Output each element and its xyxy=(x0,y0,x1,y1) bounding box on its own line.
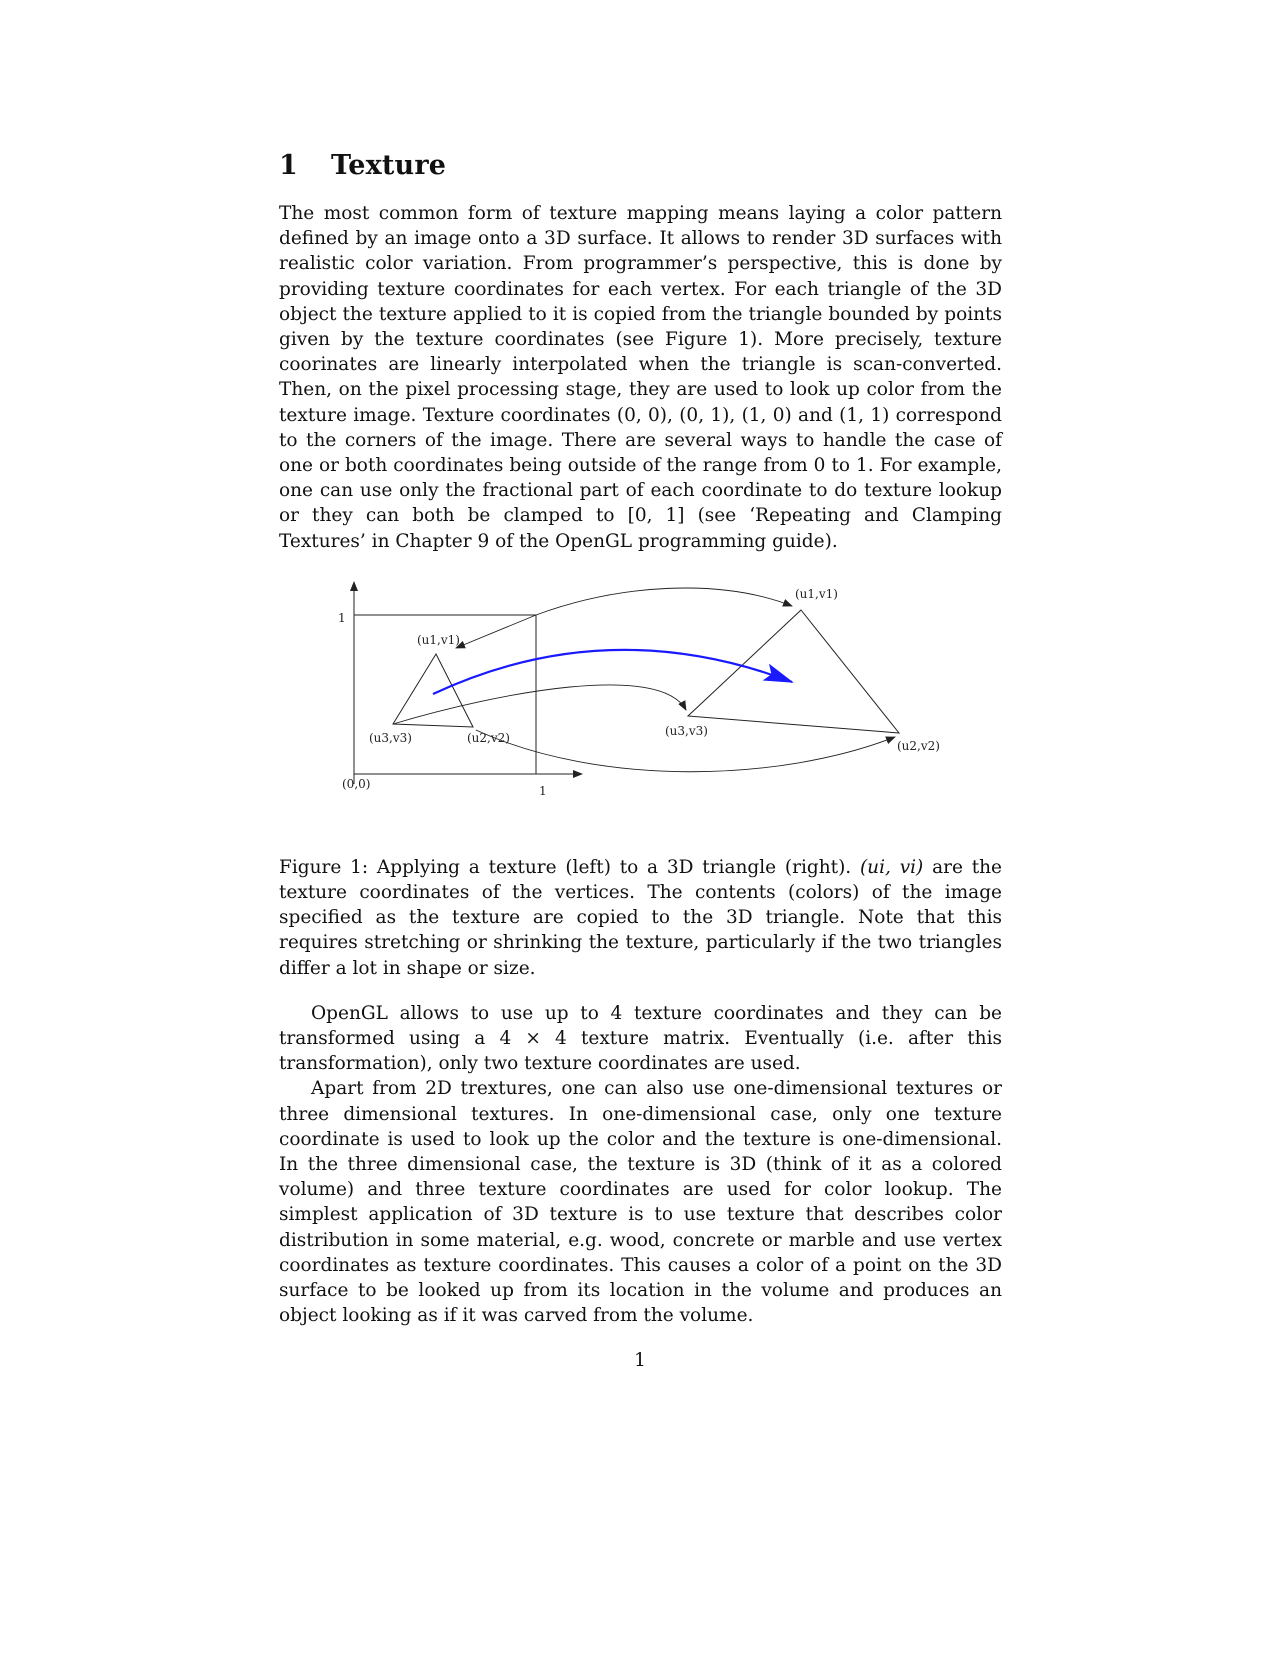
axis-x-one-label: 1 xyxy=(539,783,547,798)
page-content xyxy=(279,140,1002,1329)
right-u3v3-label: (u3,v3) xyxy=(665,723,708,738)
paragraph-3d-textures: Apart from 2D trextures, one can also use one-dimensional textures or three dimensional textures. In one-dimensional case, only one texture coordinate is used to look up the color and the texture is one-dimensional. In the three dimensional case, the texture is 3D (think of it as a colored volume) and three texture coordinates are used for color lookup. The simplest application of 3D texture is to use texture that describes color distribution in some material, e.g. wood, concrete or marble and use vertex coordinates as texture coordinates. This causes a color of a point on the 3D surface to be looked up from its location in the volume and produces an object looking as if it was carved from the volume. xyxy=(279,1078,1002,1327)
arrow-middle xyxy=(393,685,686,724)
arrow-top xyxy=(536,588,792,615)
right-u2v2-label: (u2,v2) xyxy=(897,738,940,753)
blue-mapping-arrow xyxy=(433,650,792,694)
caption-suffix: are the texture coordinates of the vertices. The contents (colors) of the image specified as the texture are copied to the 3D triangle. Note that this requires stretching or shrinking the texture, particularly if the two triangles differ a lot in shape or size. xyxy=(279,856,1002,979)
paragraph-opengl: OpenGL allows to use up to 4 texture coordinates and they can be transformed using a 4 × 4 texture matrix. Eventually (i.e. after this transformation), only two texture coordinates are used. xyxy=(279,1002,1002,1075)
left-u2v2-label: (u2,v2) xyxy=(467,730,510,745)
section-heading xyxy=(279,150,1002,181)
left-u3v3-label: (u3,v3) xyxy=(369,730,412,745)
texture-triangle xyxy=(393,654,473,727)
left-u1v1-label: (u1,v1) xyxy=(417,632,460,647)
section-number: 1 xyxy=(279,150,298,181)
caption-math: (ui, vi) xyxy=(859,856,924,878)
axis-y-one-label: 1 xyxy=(338,610,346,625)
arrow-top-back xyxy=(456,615,536,648)
origin-label: (0,0) xyxy=(342,776,371,791)
figure-1 xyxy=(279,572,1002,837)
surface-triangle xyxy=(688,610,899,733)
texture-mapping-diagram xyxy=(0,572,1280,837)
right-u1v1-label: (u1,v1) xyxy=(795,586,838,601)
paragraph-intro: The most common form of texture mapping means laying a color pattern defined by an image onto a 3D surface. It allows to render 3D surfaces with realistic color variation. From programmer’s perspective, this is done by providing texture coordinates for each vertex. For each triangle of the 3D object the texture applied to it is copied from the triangle bounded by points given by the texture coordinates (see Figure 1). More precisely, texture coorinates are linearly interpolated when the triangle is scan-converted. Then, on the pixel processing stage, they are used to look up color from the texture image. Texture coordinates (0, 0), (0, 1), (1, 0) and (1, 1) correspond to the corners of the image. There are several ways to handle the case of one or both coordinates being outside of the range from 0 to 1. For example, one can use only the fractional part of each coordinate to do texture lookup or they can both be clamped to [0, 1] (see ‘Repeating and Clamping Textures’ in Chapter 9 of the OpenGL programming guide). xyxy=(279,203,1002,552)
caption-prefix: Figure 1: Applying a texture (left) to a 3D triangle (right). xyxy=(279,856,852,878)
figure-caption xyxy=(279,855,1002,981)
section-title: Texture xyxy=(331,150,447,181)
page-number: 1 xyxy=(634,1350,646,1371)
